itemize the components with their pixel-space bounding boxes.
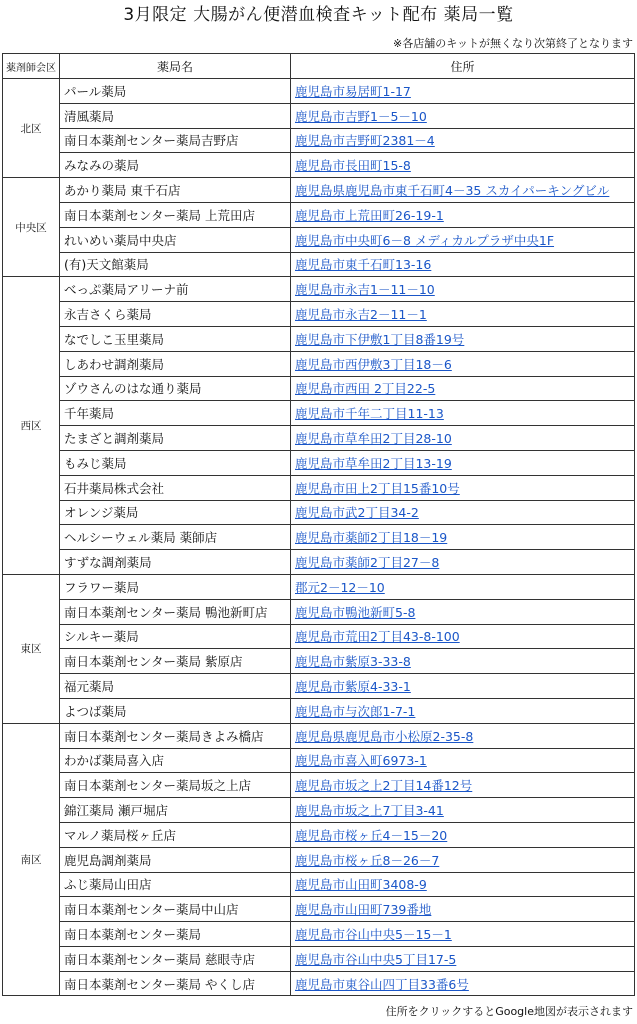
table-row [3,897,635,922]
pharmacy-name: 千年薬局 [60,401,291,426]
address-map-link[interactable]: 鹿児島市薬師2丁目18－19 [295,530,448,546]
address-cell [291,649,635,674]
address-map-link[interactable]: 鹿児島市永吉2－11－1 [295,307,427,323]
address-map-link[interactable]: 鹿児島市吉野町2381－4 [295,133,435,149]
address-cell [291,971,635,996]
table-row [3,624,635,649]
pharmacy-name: しあわせ調剤薬局 [60,351,291,376]
table-row [3,227,635,252]
address-cell [291,698,635,723]
address-map-link[interactable]: 鹿児島県鹿児島市東千石町4－35 スカイパーキングビル [295,183,610,199]
table-row [3,525,635,550]
address-map-link[interactable]: 鹿児島市山田町3408-9 [295,877,427,893]
table-row [3,847,635,872]
address-cell [291,252,635,277]
table-row [3,326,635,351]
district-cell: 中央区 [3,178,60,277]
pharmacy-name: れいめい薬局中央店 [60,227,291,252]
pharmacy-name: パール薬局 [60,79,291,104]
address-cell [291,624,635,649]
address-cell [291,674,635,699]
address-cell [291,326,635,351]
address-map-link[interactable]: 鹿児島市谷山中央5－15－1 [295,926,452,942]
pharmacy-name: すずな調剤薬局 [60,550,291,575]
address-cell [291,153,635,178]
table-row [3,599,635,624]
pharmacy-name: わかば薬局喜入店 [60,748,291,773]
table-row [3,202,635,227]
pharmacy-name: 南日本薬剤センター薬局中山店 [60,897,291,922]
address-cell [291,79,635,104]
availability-note: ※各店舗のキットが無くなり次第終了となります [393,37,633,50]
address-map-link[interactable]: 鹿児島市武2丁目34-2 [295,505,419,521]
address-cell [291,202,635,227]
address-cell [291,450,635,475]
address-cell [291,550,635,575]
address-cell [291,599,635,624]
address-cell [291,847,635,872]
pharmacy-name: 南日本薬剤センター薬局 紫原店 [60,649,291,674]
address-map-link[interactable]: 鹿児島市草牟田2丁目13-19 [295,455,452,471]
district-cell: 東区 [3,574,60,723]
address-cell [291,500,635,525]
address-cell [291,922,635,947]
address-cell [291,426,635,451]
district-header: 薬剤師会区 [3,54,60,79]
address-map-link[interactable]: 鹿児島市紫原3-33-8 [295,654,411,670]
address-map-link[interactable]: 鹿児島市吉野1－5－10 [295,108,427,124]
address-map-link[interactable]: 鹿児島市薬師2丁目27－8 [295,555,440,571]
table-row [3,302,635,327]
address-cell [291,128,635,153]
table-row [3,822,635,847]
address-cell [291,178,635,203]
address-map-link[interactable]: 鹿児島市荒田2丁目43-8-100 [295,629,460,645]
pharmacy-name: 永吉さくら薬局 [60,302,291,327]
table-row [3,475,635,500]
table-row [3,550,635,575]
address-cell [291,401,635,426]
address-cell [291,227,635,252]
table-row [3,674,635,699]
address-cell [291,946,635,971]
pharmacy-name: たまざと調剤薬局 [60,426,291,451]
pharmacy-name: あかり薬局 東千石店 [60,178,291,203]
address-map-link[interactable]: 鹿児島市長田町15-8 [295,158,411,174]
district-cell: 南区 [3,723,60,996]
pharmacy-name: マルノ薬局桜ヶ丘店 [60,822,291,847]
table-row [3,946,635,971]
pharmacy-name: ヘルシーウェル薬局 薬師店 [60,525,291,550]
pharmacy-name: 南日本薬剤センター薬局 [60,922,291,947]
address-cell [291,475,635,500]
table-row [3,277,635,302]
table-row [3,153,635,178]
table-row [3,426,635,451]
pharmacy-name: 南日本薬剤センター薬局坂之上店 [60,773,291,798]
table-row [3,351,635,376]
pharmacy-name: 南日本薬剤センター薬局 慈眼寺店 [60,946,291,971]
address-map-link[interactable]: 鹿児島市坂之上2丁目14番12号 [295,778,473,794]
address-cell [291,872,635,897]
table-row [3,773,635,798]
pharmacy-name: 南日本薬剤センター薬局 鴨池新町店 [60,599,291,624]
address-map-link[interactable]: 鹿児島市桜ヶ丘8－26－7 [295,852,440,868]
address-map-link[interactable]: 鹿児島市東千石町13-16 [295,257,432,273]
address-cell [291,574,635,599]
address-map-link[interactable]: 鹿児島県鹿児島市小松原2-35-8 [295,728,474,744]
pharmacy-name: フラワー薬局 [60,574,291,599]
pharmacy-name: 福元薬局 [60,674,291,699]
pharmacy-name: ふじ薬局山田店 [60,872,291,897]
table-row [3,748,635,773]
table-row [3,128,635,153]
table-row [3,798,635,823]
pharmacy-name: 清風薬局 [60,103,291,128]
address-map-link[interactable]: 鹿児島市坂之上7丁目3-41 [295,803,444,818]
address-cell [291,351,635,376]
pharmacy-name: 南日本薬剤センター薬局きよみ橋店 [60,723,291,748]
address-map-link[interactable]: 鹿児島市下伊敷1丁目8番19号 [295,331,465,347]
address-cell [291,525,635,550]
pharmacy-name: 鹿児島調剤薬局 [60,847,291,872]
address-map-link[interactable]: 鹿児島市西伊敷3丁目18－6 [295,356,452,372]
address-map-link[interactable]: 鹿児島市東谷山四丁目33番6号 [295,976,469,992]
table-row [3,79,635,104]
table-body [3,79,635,996]
pharmacy-name: シルキー薬局 [60,624,291,649]
address-header: 住所 [291,54,635,79]
address-cell [291,773,635,798]
address-map-link[interactable]: 鹿児島市永吉1－11－10 [295,282,435,298]
address-map-link[interactable]: 鹿児島市与次郎1-7-1 [295,703,416,719]
pharmacy-name: 石井薬局株式会社 [60,475,291,500]
address-cell [291,723,635,748]
name-header: 薬局名 [60,54,291,79]
district-cell: 西区 [3,277,60,575]
table-row [3,178,635,203]
pharmacy-name: もみじ薬局 [60,450,291,475]
table-row [3,971,635,996]
address-map-link[interactable]: 鹿児島市田上2丁目15番10号 [295,480,460,496]
page-title: 3月限定 大腸がん便潜血検査キット配布 薬局一覧 [123,5,514,25]
address-map-link[interactable]: 鹿児島市上荒田町26-19-1 [295,207,444,223]
pharmacy-name: なでしこ玉里薬局 [60,326,291,351]
address-map-link[interactable]: 鹿児島市鴨池新町5-8 [295,604,416,620]
table-row [3,376,635,401]
table-row [3,103,635,128]
pharmacy-name: 南日本薬剤センター薬局 やくし店 [60,971,291,996]
address-map-link[interactable]: 鹿児島市谷山中央5丁目17-5 [295,951,457,967]
address-map-link[interactable]: 鹿児島市西田 2丁目22-5 [295,381,436,397]
pharmacy-name: 南日本薬剤センター薬局吉野店 [60,128,291,153]
district-cell: 北区 [3,79,60,178]
pharmacy-name: (有)天文館薬局 [60,252,291,277]
map-link-note: 住所をクリックするとGoogle地図が表示されます [385,1005,633,1018]
address-map-link[interactable]: 鹿児島市山田町739番地 [295,902,432,918]
table-row [3,500,635,525]
address-map-link[interactable]: 郡元2－12－10 [295,579,385,595]
table-row [3,723,635,748]
table-row [3,649,635,674]
address-cell [291,376,635,401]
address-cell [291,822,635,847]
pharmacy-name: よつば薬局 [60,698,291,723]
address-map-link[interactable]: 鹿児島市草牟田2丁目28-10 [295,431,452,447]
address-cell [291,748,635,773]
address-cell [291,103,635,128]
address-map-link[interactable]: 鹿児島市易居町1-17 [295,83,411,99]
address-cell [291,302,635,327]
table-header-row [3,54,635,79]
table-row [3,574,635,599]
pharmacy-name: 南日本薬剤センター薬局 上荒田店 [60,202,291,227]
table-row [3,450,635,475]
address-cell [291,897,635,922]
address-map-link[interactable]: 鹿児島市桜ヶ丘4－15－20 [295,827,448,843]
address-map-link[interactable]: 鹿児島市喜入町6973-1 [295,753,427,769]
pharmacy-name: ゾウさんのはな通り薬局 [60,376,291,401]
pharmacy-name: 錦江薬局 瀬戸堀店 [60,798,291,823]
table-row [3,922,635,947]
pharmacy-name: みなみの薬局 [60,153,291,178]
address-map-link[interactable]: 鹿児島市紫原4-33-1 [295,679,411,695]
pharmacy-table [2,53,635,996]
table-row [3,872,635,897]
address-cell [291,277,635,302]
address-map-link[interactable]: 鹿児島市中央町6－8 メディカルプラザ中央1F [295,232,555,248]
table-row [3,698,635,723]
pharmacy-name: べっぷ薬局アリーナ前 [60,277,291,302]
table-row [3,401,635,426]
address-cell [291,798,635,823]
table-row [3,252,635,277]
address-map-link[interactable]: 鹿児島市千年二丁目11-13 [295,406,444,422]
pharmacy-name: オレンジ薬局 [60,500,291,525]
